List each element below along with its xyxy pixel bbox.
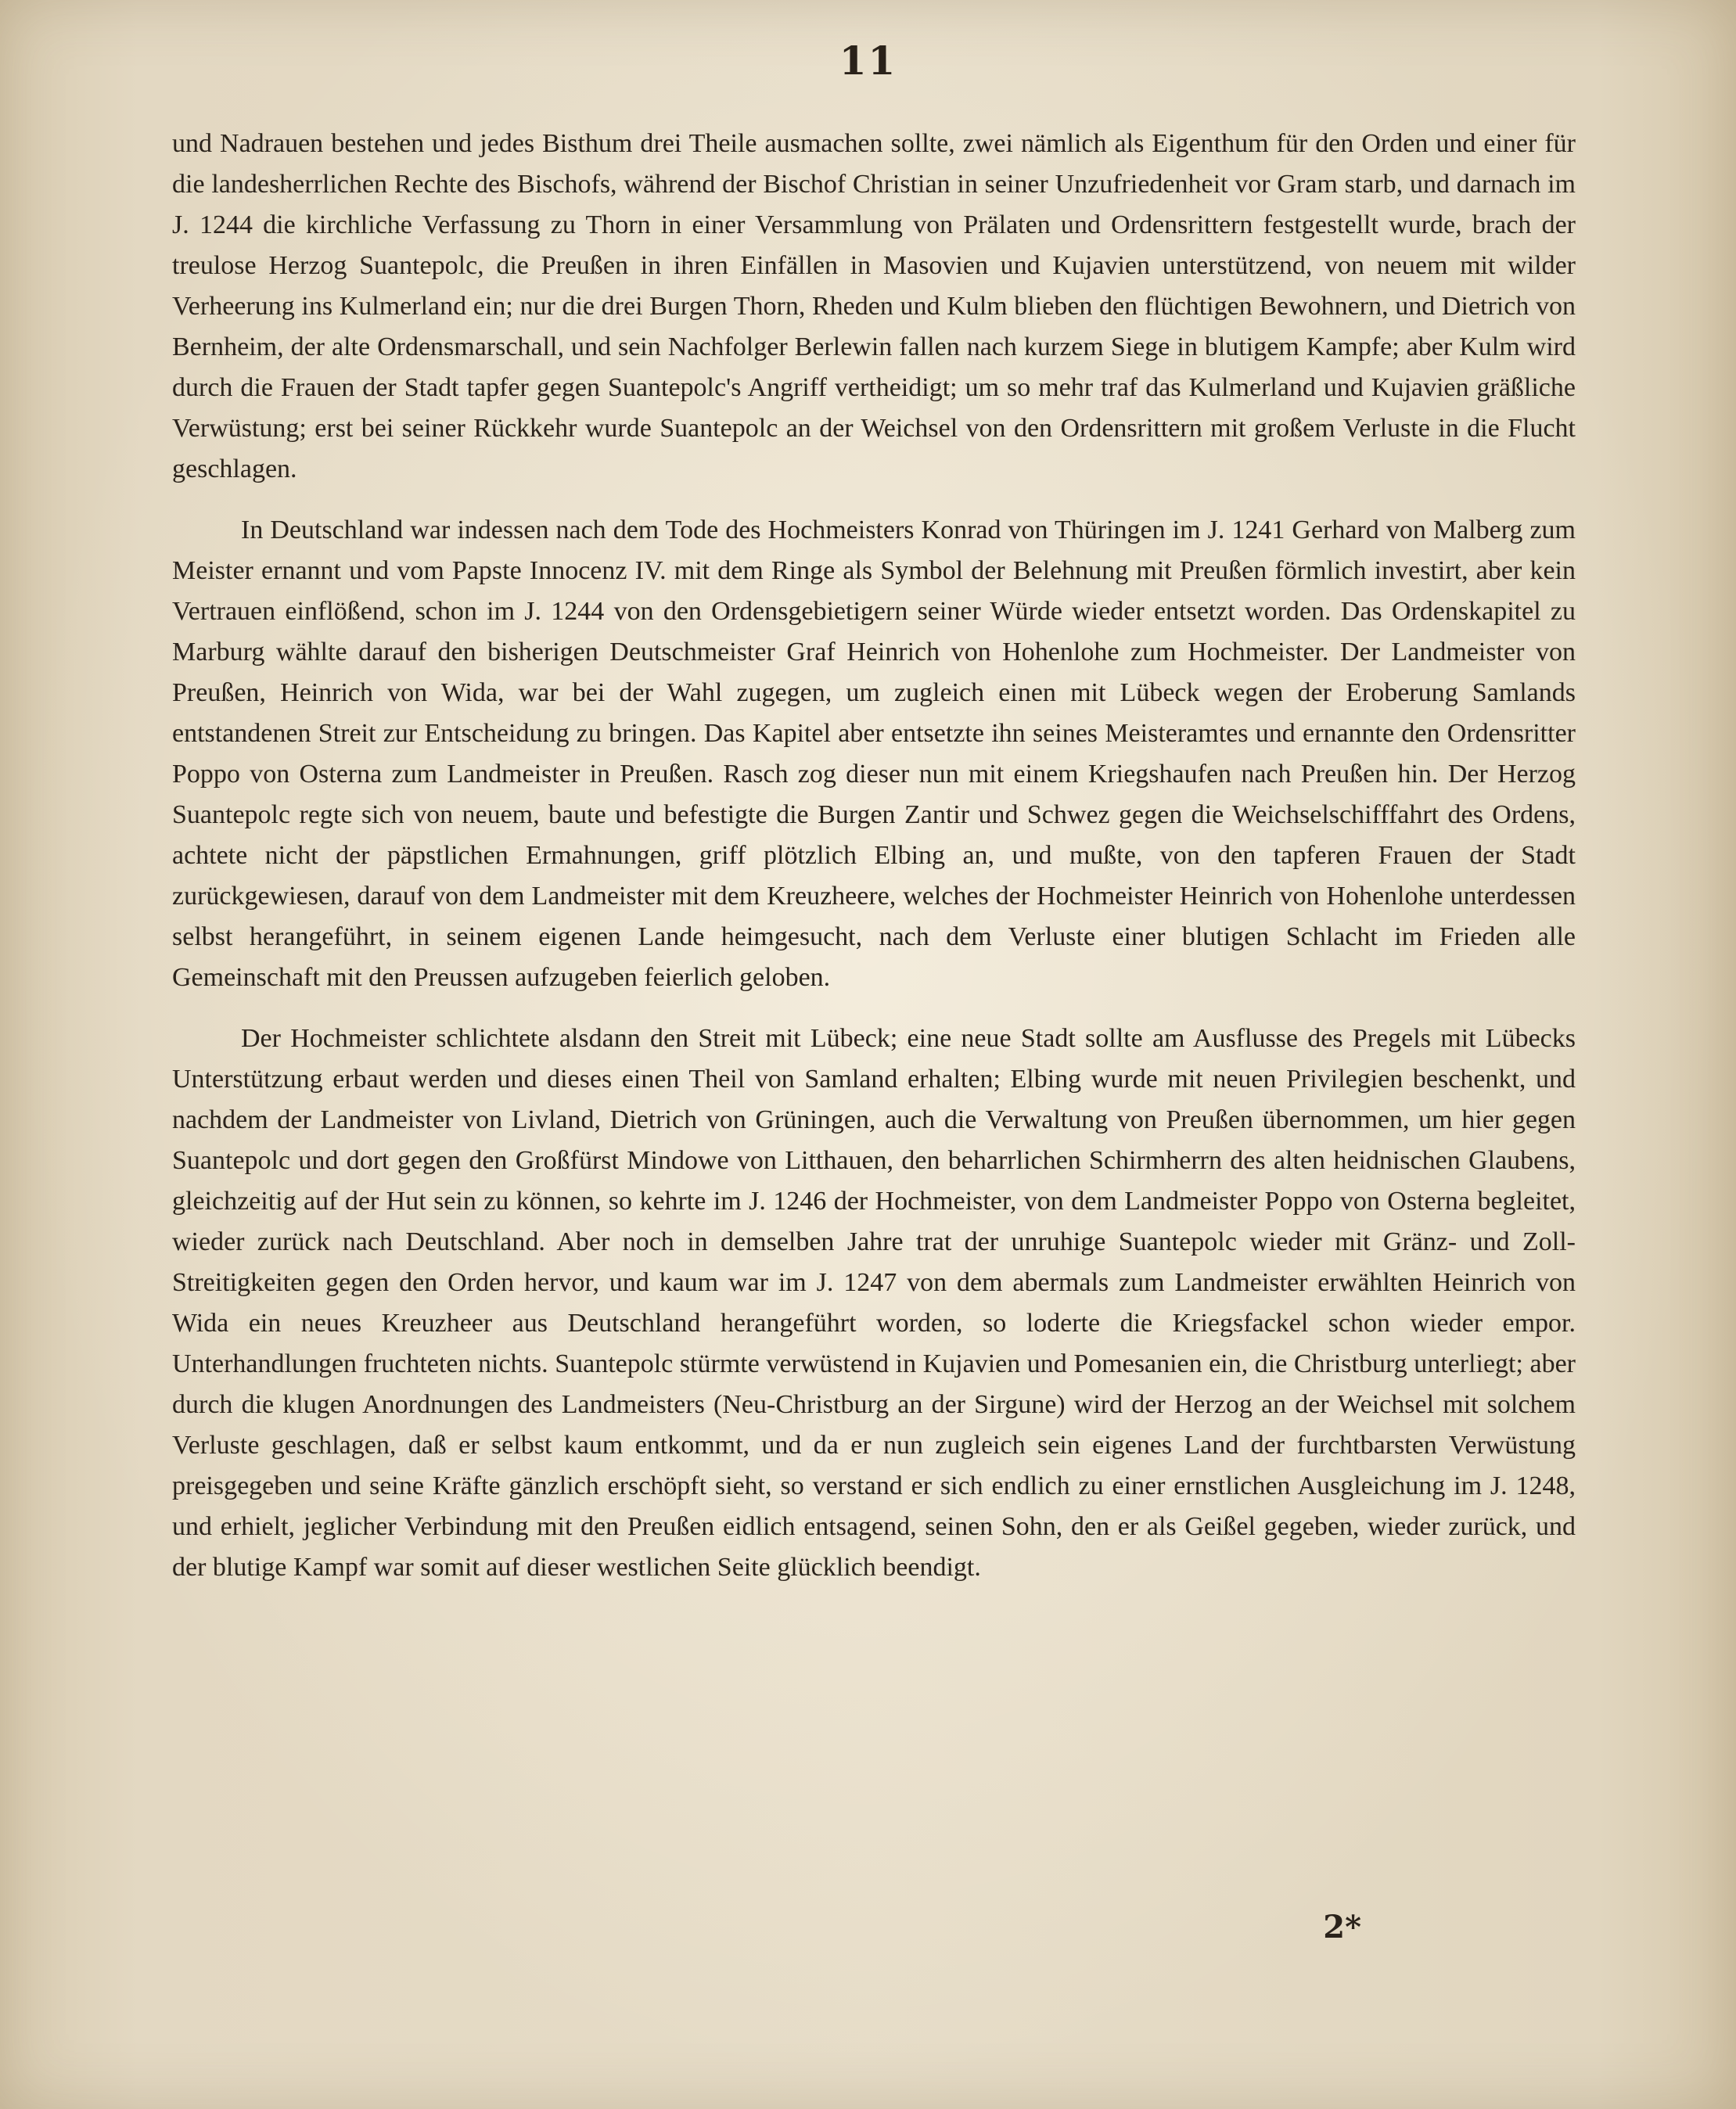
paragraph-2: In Deutschland war indessen nach dem Tode des Hochmeisters Konrad von Thüringen im J. 1241 Gerhard von Malberg zum Meister ernannt und vom Papste Innocenz IV. mit dem Ringe als Symbol der Belehnung mit Preußen förmlich investirt, aber kein Vertrauen einflößend, schon im J. 1244 von den Ordensgebietigern seiner Würde wieder entsetzt worden. Das Ordenskapitel zu Marburg wählte darauf den bisherigen Deutschmeister Graf Heinrich von Hohenlohe zum Hochmeister. Der Landmeister von Preußen, Heinrich von Wida, war bei der Wahl zugegen, um zugleich einen mit Lübeck wegen der Eroberung Samlands entstandenen Streit zur Entscheidung zu bringen. Das Kapitel aber entsetzte ihn seines Meisteramtes und ernannte den Ordensritter Poppo von Osterna zum Landmeister in Preußen. Rasch zog dieser nun mit einem Kriegshaufen nach Preußen hin. Der Herzog Suantepolc regte sich von neuem, baute und befestigte die Burgen Zantir und Schwez gegen die Weichselschifffahrt des Ordens, achtete nicht der päpstlichen Ermahnungen, griff plötzlich Elbing an, und mußte, von den tapferen Frauen der Stadt zurückgewiesen, darauf von dem Landmeister mit dem Kreuzheere, welches der Hochmeister Heinrich von Hohenlohe unterdessen selbst herangeführt, in seinem eigenen Lande heimgesucht, nach dem Verluste einer blutigen Schlacht im Frieden alle Gemeinschaft mit den Preussen aufzugeben feierlich geloben. (172, 516, 1576, 992)
page-number: 11 (839, 38, 897, 84)
printer-signature-mark: 2* (1323, 1909, 1361, 1946)
paragraph-1: und Nadrauen bestehen und jedes Bisthum drei Theile ausmachen sollte, zwei nämlich als Eigenthum für den Orden und einer für die landesherrlichen Rechte des Bischofs, während der Bischof Christian in seiner Unzufriedenheit vor Gram starb, und darnach im J. 1244 die kirchliche Verfassung zu Thorn in einer Versammlung von Prälaten und Ordensrittern festgestellt wurde, brach der treulose Herzog Suantepolc, die Preußen in ihren Einfällen in Masovien und Kujavien unterstützend, von neuem mit wilder Verheerung ins Kulmerland ein; nur die drei Burgen Thorn, Rheden und Kulm blieben den flüchtigen Bewohnern, und Dietrich von Bernheim, der alte Ordensmarschall, und sein Nachfolger Berlewin fallen nach kurzem Siege in blutigem Kampfe; aber Kulm wird durch die Frauen der Stadt tapfer gegen Suantepolc's Angriff vertheidigt; um so mehr traf das Kulmerland und Kujavien gräßliche Verwüstung; erst bei seiner Rückkehr wurde Suantepolc an der Weichsel von den Ordensrittern mit großem Verluste in die Flucht geschlagen. (172, 129, 1576, 483)
body-text (172, 124, 1576, 1588)
paragraph-3: Der Hochmeister schlichtete alsdann den Streit mit Lübeck; eine neue Stadt sollte am Ausflusse des Pregels mit Lübecks Unterstützung erbaut werden und dieses einen Theil von Samland erhalten; Elbing wurde mit neuen Privilegien beschenkt, und nachdem der Landmeister von Livland, Dietrich von Grüningen, auch die Verwaltung von Preußen übernommen, um hier gegen Suantepolc und dort gegen den Großfürst Mindowe von Litthauen, den beharrlichen Schirmherrn des alten heidnischen Glaubens, gleichzeitig auf der Hut sein zu können, so kehrte im J. 1246 der Hochmeister, von dem Landmeister Poppo von Osterna begleitet, wieder zurück nach Deutschland. Aber noch in demselben Jahre trat der unruhige Suantepolc wieder mit Gränz- und Zoll-Streitigkeiten gegen den Orden hervor, und kaum war im J. 1247 von dem abermals zum Landmeister erwählten Heinrich von Wida ein neues Kreuzheer aus Deutschland herangeführt worden, so loderte die Kriegsfackel schon wieder empor. Unterhandlungen fruchteten nichts. Suantepolc stürmte verwüstend in Kujavien und Pomesanien ein, die Christburg unterliegt; aber durch die klugen Anordnungen des Landmeisters (Neu-Christburg an der Sirgune) wird der Herzog an der Weichsel mit solchem Verluste geschlagen, daß er selbst kaum entkommt, und da er nun zugleich sein eigenes Land der furchtbarsten Verwüstung preisgegeben und seine Kräfte gänzlich erschöpft sieht, so verstand er sich endlich zu einer ernstlichen Ausgleichung im J. 1248, und erhielt, jeglicher Verbindung mit den Preußen eidlich entsagend, seinen Sohn, den er als Geißel gegeben, wieder zurück, und der blutige Kampf war somit auf dieser westlichen Seite glücklich beendigt. (172, 1024, 1576, 1582)
